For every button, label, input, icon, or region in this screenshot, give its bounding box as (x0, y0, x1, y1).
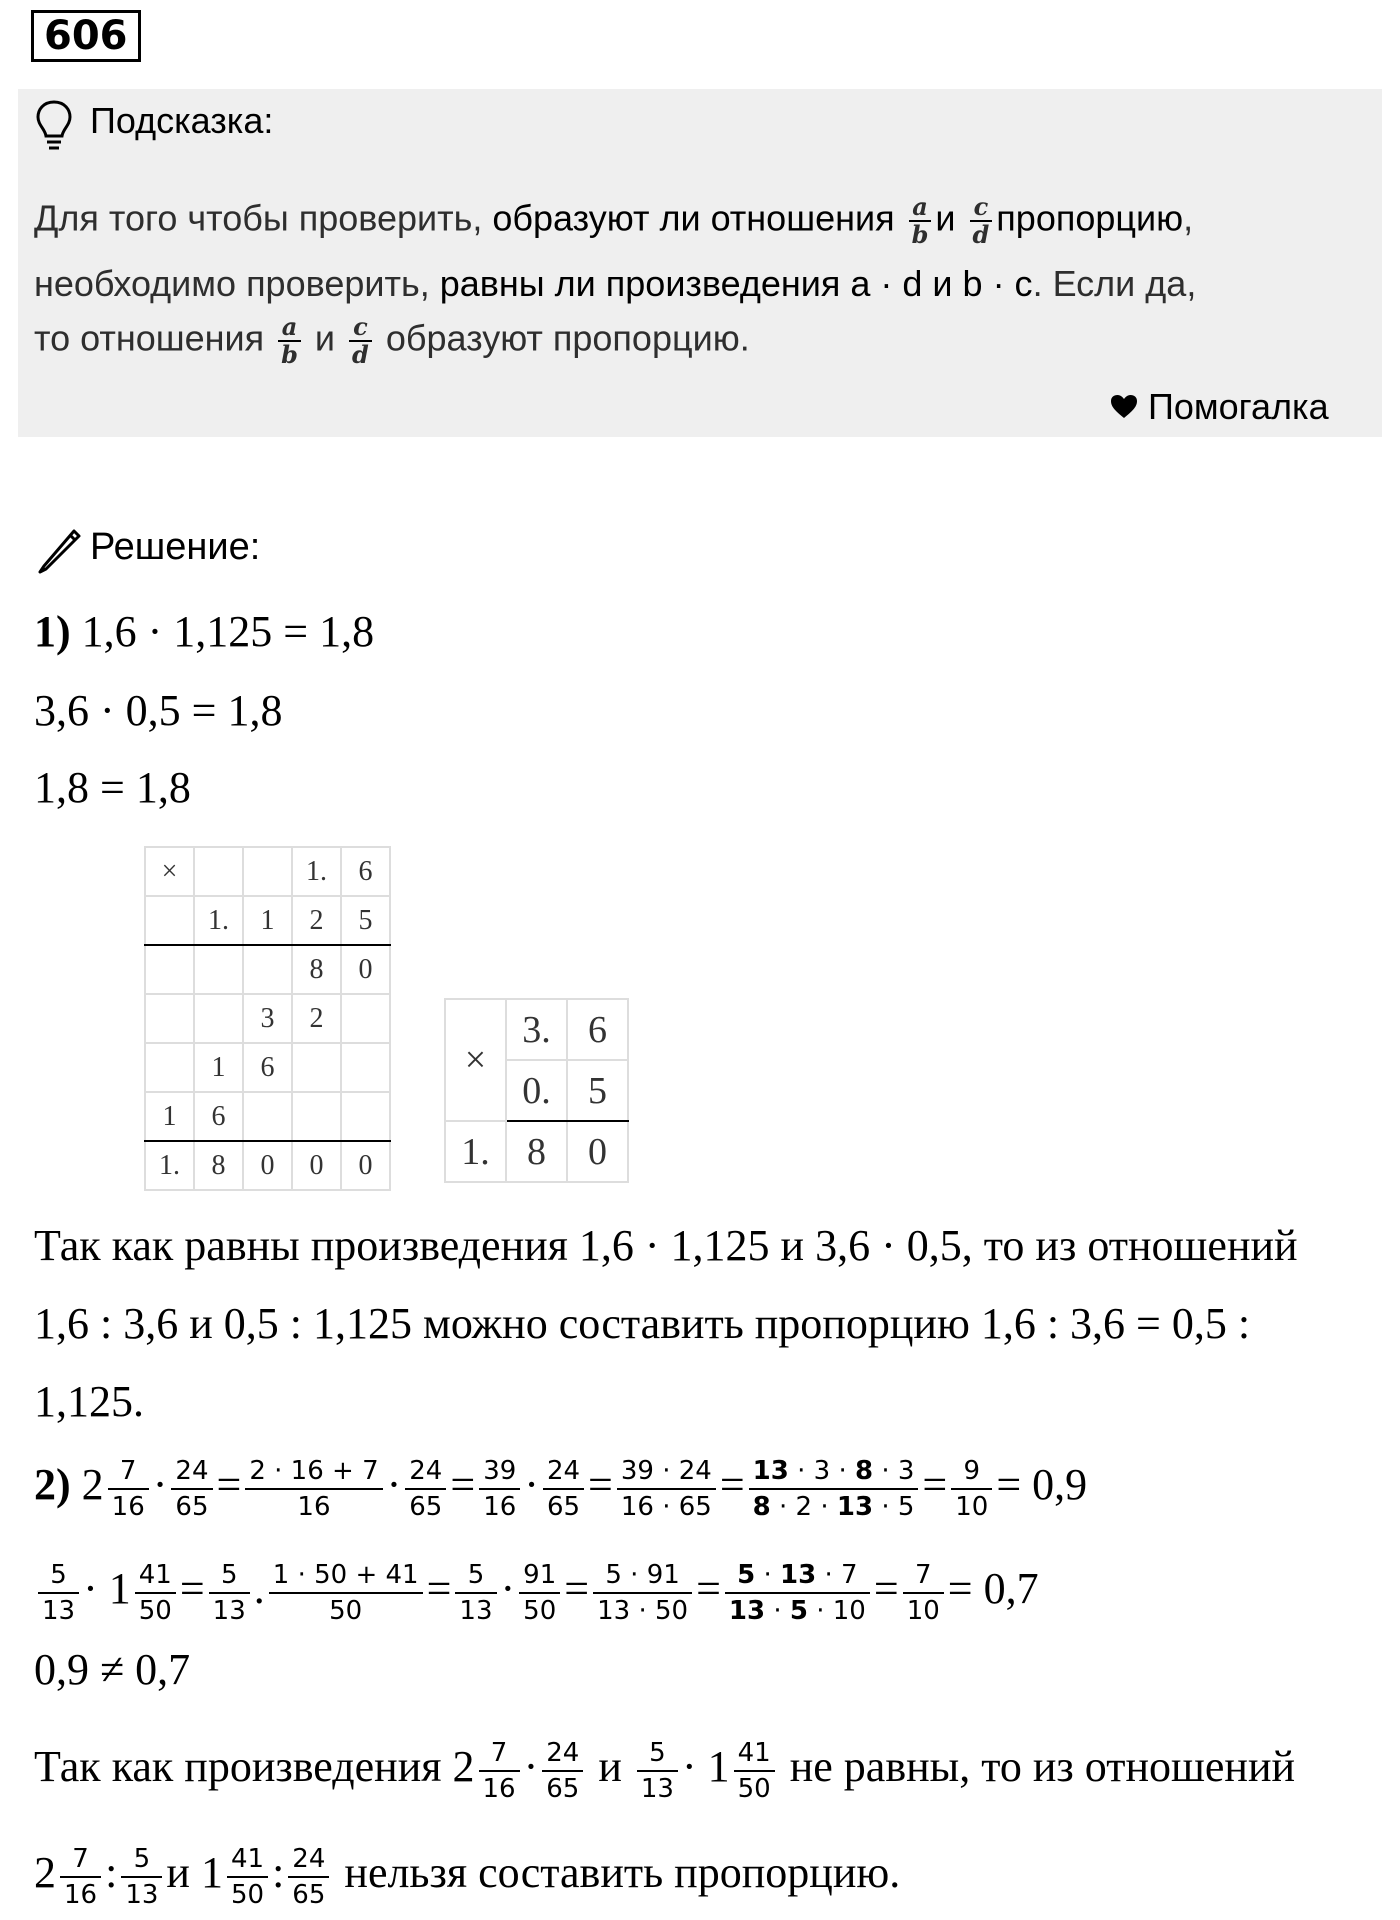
fraction-c-d: $\frac{c}{d}$ (970, 194, 993, 248)
part1-conclusion-3: 1,125. (34, 1377, 144, 1426)
fraction-a-b: $\frac{a}{b}$ (278, 314, 301, 368)
hint-line-3: то отношения $\frac{a}{b}$ и $\frac{c}{d}$ образуют пропорцию. (34, 312, 750, 369)
brand-label: Помогалка (1148, 386, 1329, 427)
hint-title: Подсказка: (90, 100, 274, 141)
part2-neq: 0,9 ≠ 0,7 (34, 1645, 191, 1694)
pencil-icon (34, 524, 86, 576)
part1-line-2: 3,6 · 0,5 = 1,8 (34, 686, 283, 735)
solution-title: Решение: (90, 526, 261, 568)
part1-line-1: 1) 1,6 · 1,125 = 1,8 (34, 607, 375, 656)
part2-equation-2: $\frac{5}{13}$ · 1 $\frac{41}{50}$ = $\frac{5}{13}$ . $\frac{1 \cdot 50 + 41}{50}$ = $\frac{5}{13}$ · $\frac{91}{50}$ = $\frac{5 \cdot 91}{13 \cdot 50}$ = $\frac{5 \cdot 13 \cdot 7}{13 \cdot 5 \cdot 10}$ = $\frac{7}{10}$ = 0,7 (34, 1558, 1039, 1628)
lightbulb-icon (34, 98, 74, 152)
heart-icon (1110, 394, 1138, 420)
fraction-a-b: $\frac{a}{b}$ (909, 194, 932, 248)
part2-conclusion-2: 2 $\frac{7}{16}$ : $\frac{5}{13}$ и 1 $\frac{41}{50}$ : $\frac{24}{65}$ нельзя составить пропорцию. (34, 1844, 901, 1910)
hint-line-1: Для того чтобы проверить, образуют ли отношения $\frac{a}{b}$ и $\frac{c}{d}$ пропорцию, (34, 192, 1194, 249)
task-number: 606 (31, 10, 141, 62)
part2-conclusion-1: Так как произведения 2 $\frac{7}{16}$ · $\frac{24}{65}$ и $\frac{5}{13}$ · 1 $\frac{41}{50}$ не равны, то из отношений (34, 1738, 1296, 1804)
part2-equation-1: 2) 2 $\frac{7}{16}$ · $\frac{24}{65}$ = $\frac{2 \cdot 16 + 7}{16}$ · $\frac{24}{65}$ = $\frac{39}{16}$ · $\frac{24}{65}$ = $\frac{39 \cdot 24}{16 \cdot 65}$ = $\frac{13 \cdot 3 \cdot 8 \cdot 3}{8 \cdot 2 \cdot 13 \cdot 5}$ = $\frac{9}{10}$ = 0,9 (34, 1456, 1088, 1522)
multiplication-table-1: × 1. 6 1. 1 2 5 8 0 3 2 1 6 1 6 1. 8 0 0 0 (144, 846, 391, 1191)
part1-conclusion-1: Так как равны произведения 1,6 · 1,125 и 3,6 · 0,5, то из отношений (34, 1221, 1298, 1270)
multiplication-table-2: × 3. 6 0. 5 1. 8 0 (444, 998, 629, 1183)
fraction-c-d: $\frac{c}{d}$ (349, 314, 372, 368)
hint-line-2: необходимо проверить, равны ли произведения a · d и b · c. Если да, (34, 263, 1197, 304)
part1-conclusion-2: 1,6 : 3,6 и 0,5 : 1,125 можно составить пропорцию 1,6 : 3,6 = 0,5 : (34, 1299, 1251, 1348)
part1-line-3: 1,8 = 1,8 (34, 763, 191, 812)
